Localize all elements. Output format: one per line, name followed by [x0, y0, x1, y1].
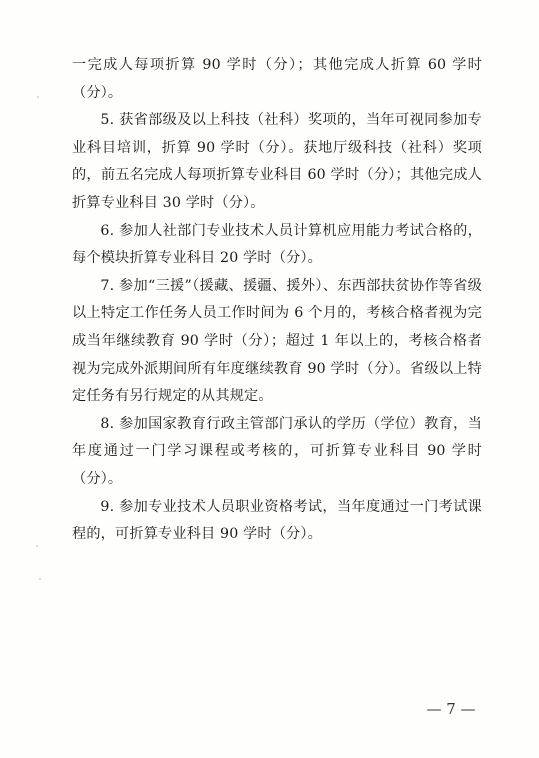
paragraph-item-5: 5. 获省部级及以上科技（社科）奖项的，当年可视同参加专业科目培训，折算 90 学时（分）。获地厅级科技（社科）奖项的，前五名完成人每项折算专业科目 60 学时（分）；其他完成人折算专业科目 30 学时（分）。	[72, 112, 482, 211]
paragraph-continuation: 一完成人每项折算 90 学时（分）；其他完成人折算 60 学时（分）。	[72, 57, 482, 101]
paragraph-item-9: 9. 参加专业技术人员职业资格考试，当年度通过一门考试课程的，可折算专业科目 90 学时（分）。	[72, 498, 482, 543]
scan-speck	[36, 545, 38, 547]
paragraph-item-8: 8. 参加国家教育行政主管部门承认的学历（学位）教育，当年度通过一门学习课程或考核的，可折算专业科目 90 学时（分）。	[72, 415, 482, 487]
paragraph-item-7: 7. 参加“三援”（援藏、援疆、援外）、东西部扶贫协作等省级以上特定工作任务人员工作时间为 6 个月的，考核合格者视为完成当年继续教育 90 学时（分）；超过 1 年以上的，考核合格者视为完成外派期间所有年度继续教育 90 学时（分）。省级以上特定任务有另行规定的从其规定。	[72, 277, 482, 405]
scan-speck	[39, 578, 41, 580]
scan-speck	[37, 96, 39, 98]
page-number: — 7 —	[426, 700, 476, 718]
paragraph-item-6: 6. 参加人社部门专业技术人员计算机应用能力考试合格的，每个模块折算专业科目 20 学时（分）。	[72, 222, 482, 267]
document-body	[72, 52, 482, 549]
